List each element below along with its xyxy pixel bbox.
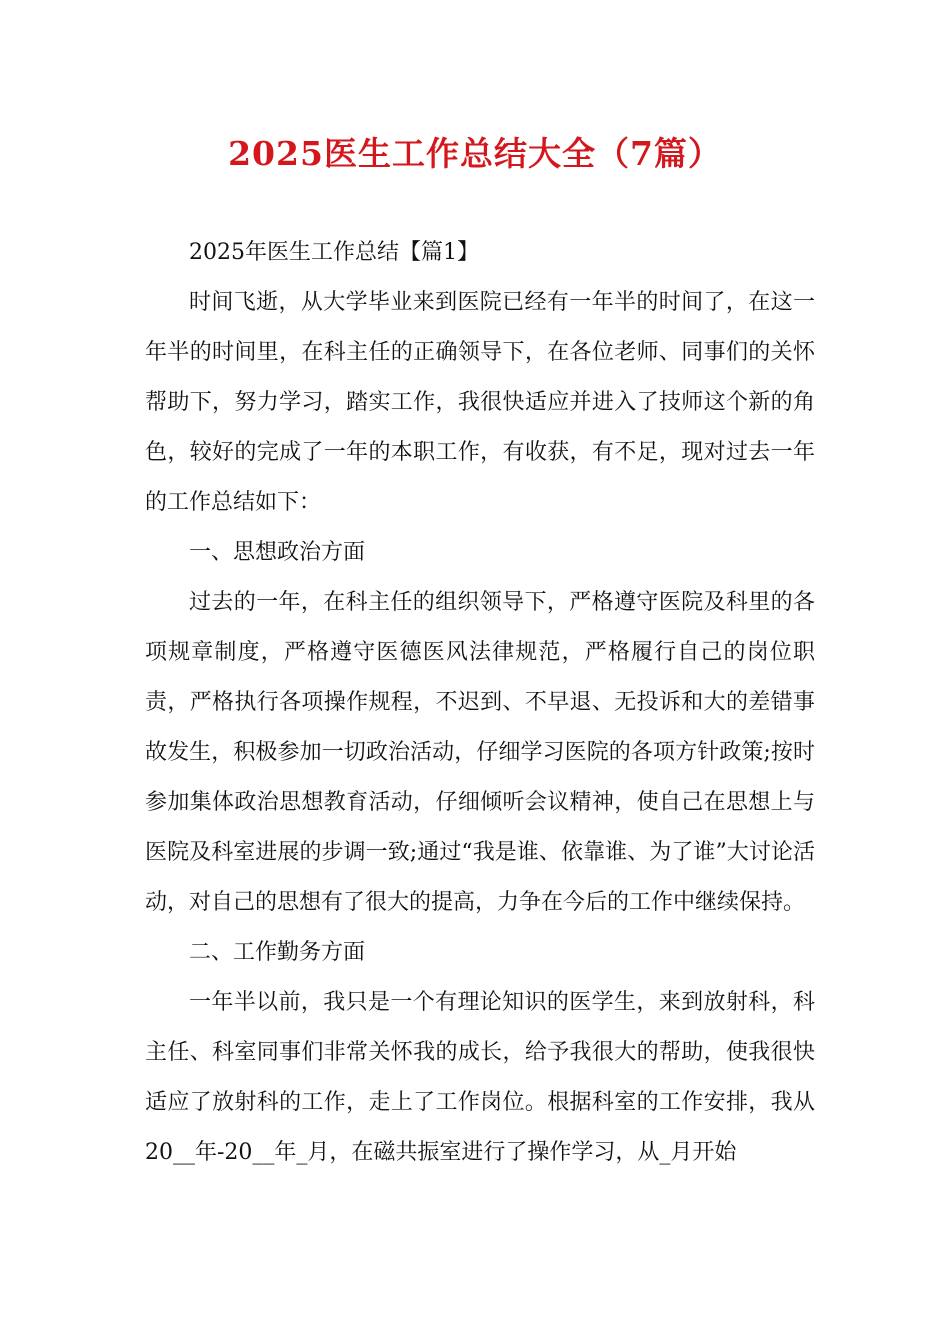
section-heading-part1: 2025年医生工作总结【篇1】 [189,240,479,265]
paragraph-work: 一年半以前，我只是一个有理论知识的医学生，来到放射科，科主任、科室同事们非常关怀我的成长，给予我很大的帮助，使我很快适应了放射科的工作，走上了工作岗位。根据科室的工作安排，我从20__年-20__年_月，在磁共振室进行了操作学习，从_月开始 [145,990,815,1165]
section-heading-work: 二、工作勤务方面 [189,940,366,965]
document-title: 2025医生工作总结大全（7篇） [228,134,722,173]
document-body [145,228,815,1178]
paragraph-intro: 时间飞逝，从大学毕业来到医院已经有一年半的时间了，在这一年半的时间里，在科主任的正确领导下，在各位老师、同事们的关怀帮助下，努力学习，踏实工作，我很快适应并进入了技师这个新的角色，较好的完成了一年的本职工作，有收获，有不足，现对过去一年的工作总结如下： [145,290,815,515]
paragraph-political: 过去的一年，在科主任的组织领导下，严格遵守医院及科里的各项规章制度，严格遵守医德医风法律规范，严格履行自己的岗位职责，严格执行各项操作规程，不迟到、不早退、无投诉和大的差错事故发生，积极参加一切政治活动，仔细学习医院的各项方针政策;按时参加集体政治思想教育活动，仔细倾听会议精神，使自己在思想上与医院及科室进展的步调一致;通过“我是谁、依靠谁、为了谁”大讨论活动，对自己的思想有了很大的提高，力争在今后的工作中继续保持。 [145,590,815,915]
section-heading-political: 一、思想政治方面 [189,540,366,565]
